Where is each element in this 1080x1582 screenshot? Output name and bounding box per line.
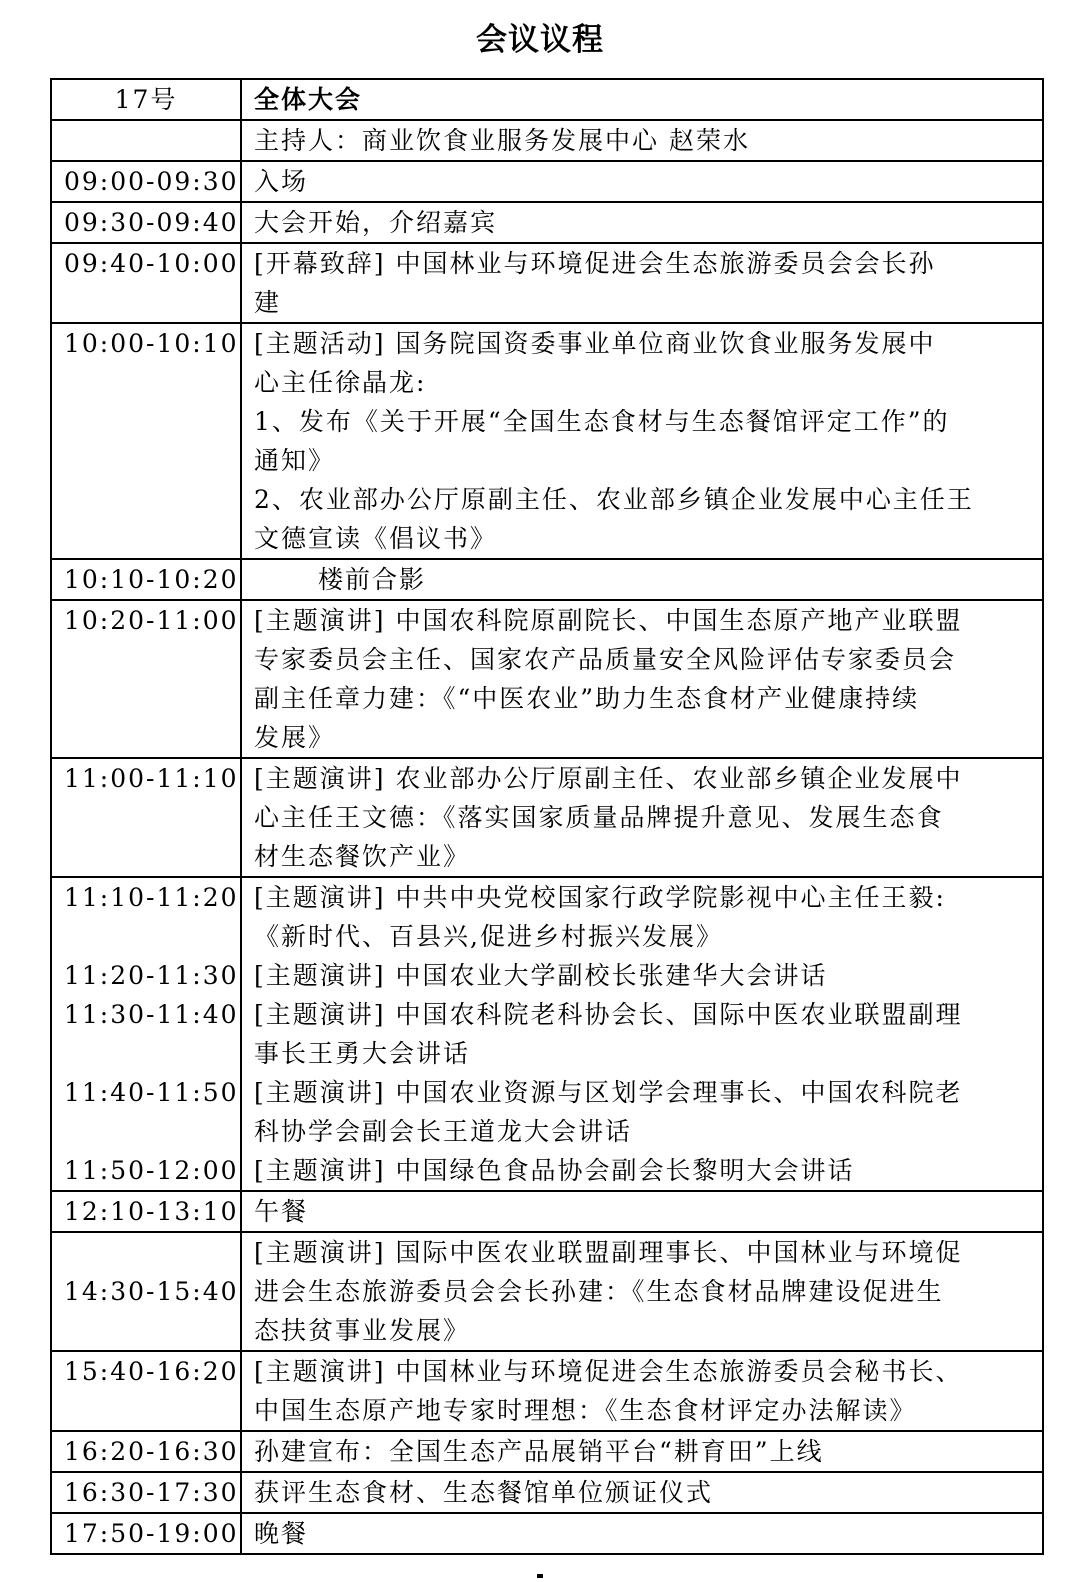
page-number-mark	[537, 1574, 543, 1578]
time-line: 11:30-11:40	[64, 1000, 239, 1029]
time-line: 11:40-11:50	[64, 1078, 239, 1107]
content-line: 事长王勇大会讲话	[254, 1039, 471, 1068]
content-line: 进会生态旅游委员会会长孙建：《生态食材品牌建设促进生	[254, 1277, 944, 1306]
table-row	[51, 758, 1043, 877]
content-cell	[241, 161, 1043, 202]
time-cell: 17:50-19:00	[51, 1513, 241, 1554]
time-cell: 16:30-17:30	[51, 1472, 241, 1513]
content-cell	[241, 1472, 1043, 1513]
content-cell	[241, 1513, 1043, 1554]
time-cell: 09:00-09:30	[51, 161, 241, 202]
time-cell: 09:40-10:00	[51, 243, 241, 323]
table-row	[51, 323, 1043, 559]
header-row	[51, 79, 1043, 120]
content-cell	[241, 600, 1043, 758]
content-line: 入场	[254, 167, 309, 196]
content-line: 中国生态原产地专家时理想：《生态食材评定办法解读》	[254, 1396, 917, 1425]
content-line: [主题演讲] 中国农业大学副校长张建华大会讲话	[254, 961, 828, 990]
content-cell	[241, 323, 1043, 559]
content-line: 获评生态食材、生态餐馆单位颁证仪式	[254, 1478, 714, 1507]
content-line: [主题演讲] 中国绿色食品协会副会长黎明大会讲话	[254, 1156, 855, 1185]
content-line: 大会开始，介绍嘉宾	[254, 208, 498, 237]
content-line: 副主任章力建：《“中医农业”助力生态食材产业健康持续	[254, 684, 920, 713]
content-cell	[241, 877, 1043, 1191]
content-cell	[241, 1351, 1043, 1431]
table-row	[51, 600, 1043, 758]
table-row	[51, 559, 1043, 600]
time-line	[64, 1112, 240, 1151]
content-line: 态扶贫事业发展》	[254, 1316, 471, 1345]
content-line: 孙建宣布：全国生态产品展销平台“耕育田”上线	[254, 1437, 824, 1466]
content-line: 晚餐	[254, 1519, 309, 1548]
session-title: 全体大会	[241, 79, 1043, 120]
host-text: 主持人：商业饮食业服务发展中心 赵荣水	[241, 120, 1043, 161]
time-cell: 15:40-16:20	[51, 1351, 241, 1431]
content-line: 心主任王文德：《落实国家质量品牌提升意见、发展生态食	[254, 803, 944, 832]
content-cell	[241, 559, 1043, 600]
empty-time-cell	[51, 120, 241, 161]
content-cell	[241, 202, 1043, 243]
time-cell	[51, 877, 241, 1191]
time-cell: 10:20-11:00	[51, 600, 241, 758]
table-row	[51, 1431, 1043, 1472]
content-line: [主题演讲] 中国农科院老科协会长、国际中医农业联盟副理	[254, 1000, 963, 1029]
content-cell	[241, 243, 1043, 323]
agenda-table	[50, 78, 1044, 1555]
content-cell	[241, 1232, 1043, 1351]
content-line: [主题演讲] 国际中医农业联盟副理事长、中国林业与环境促	[254, 1238, 963, 1267]
content-cell	[241, 1191, 1043, 1232]
table-row	[51, 1191, 1043, 1232]
time-line: 11:20-11:30	[64, 961, 239, 990]
time-cell: 10:00-10:10	[51, 323, 241, 559]
time-cell: 09:30-09:40	[51, 202, 241, 243]
content-line: 2、农业部办公厅原副主任、农业部乡镇企业发展中心主任王	[254, 485, 974, 514]
table-row	[51, 202, 1043, 243]
time-cell: 11:00-11:10	[51, 758, 241, 877]
host-row	[51, 120, 1043, 161]
content-line: 文德宣读《倡议书》	[254, 524, 498, 553]
time-cell: 12:10-13:10	[51, 1191, 241, 1232]
table-row	[51, 1232, 1043, 1351]
time-cell: 14:30-15:40	[51, 1232, 241, 1351]
time-line: 11:50-12:00	[64, 1156, 239, 1185]
content-line: [主题演讲] 中国林业与环境促进会生态旅游委员会秘书长、	[254, 1357, 963, 1386]
time-cell: 10:10-10:20	[51, 559, 241, 600]
table-row	[51, 243, 1043, 323]
page-title: 会议议程	[476, 22, 604, 58]
content-cell	[241, 758, 1043, 877]
content-line: [主题演讲] 中国农科院原副院长、中国生态原产地产业联盟	[254, 606, 963, 635]
table-row	[51, 1472, 1043, 1513]
content-line: 科协学会副会长王道龙大会讲话	[254, 1117, 633, 1146]
content-line: [主题演讲] 中国农业资源与区划学会理事长、中国农科院老	[254, 1078, 963, 1107]
content-line: [主题活动] 国务院国资委事业单位商业饮食业服务发展中	[254, 329, 936, 358]
content-cell	[241, 1431, 1043, 1472]
content-line: 楼前合影	[318, 565, 427, 594]
table-row	[51, 1513, 1043, 1554]
content-line: 材生态餐饮产业》	[254, 842, 471, 871]
table-row	[51, 161, 1043, 202]
content-line: 心主任徐晶龙:	[254, 368, 427, 397]
time-line	[64, 917, 240, 956]
content-line: 建	[254, 288, 282, 317]
content-line: [开幕致辞] 中国林业与环境促进会生态旅游委员会会长孙	[254, 249, 936, 278]
content-line: 《新时代、百县兴,促进乡村振兴发展》	[254, 922, 723, 951]
content-line: [主题演讲] 农业部办公厅原副主任、农业部乡镇企业发展中	[254, 764, 963, 793]
time-line: 11:10-11:20	[64, 883, 239, 912]
time-cell: 16:20-16:30	[51, 1431, 241, 1472]
content-line: 1、发布《关于开展“全国生态食材与生态餐馆评定工作”的	[254, 407, 950, 436]
date-cell: 17号	[51, 79, 241, 120]
content-line: 通知》	[254, 446, 336, 475]
table-row	[51, 1351, 1043, 1431]
time-line	[64, 1034, 240, 1073]
content-line: 专家委员会主任、国家农产品质量安全风险评估专家委员会	[254, 645, 957, 674]
content-line: 午餐	[254, 1197, 309, 1226]
content-line: [主题演讲] 中共中央党校国家行政学院影视中心主任王毅:	[254, 883, 946, 912]
table-row	[51, 877, 1043, 1191]
content-line: 发展》	[254, 723, 336, 752]
